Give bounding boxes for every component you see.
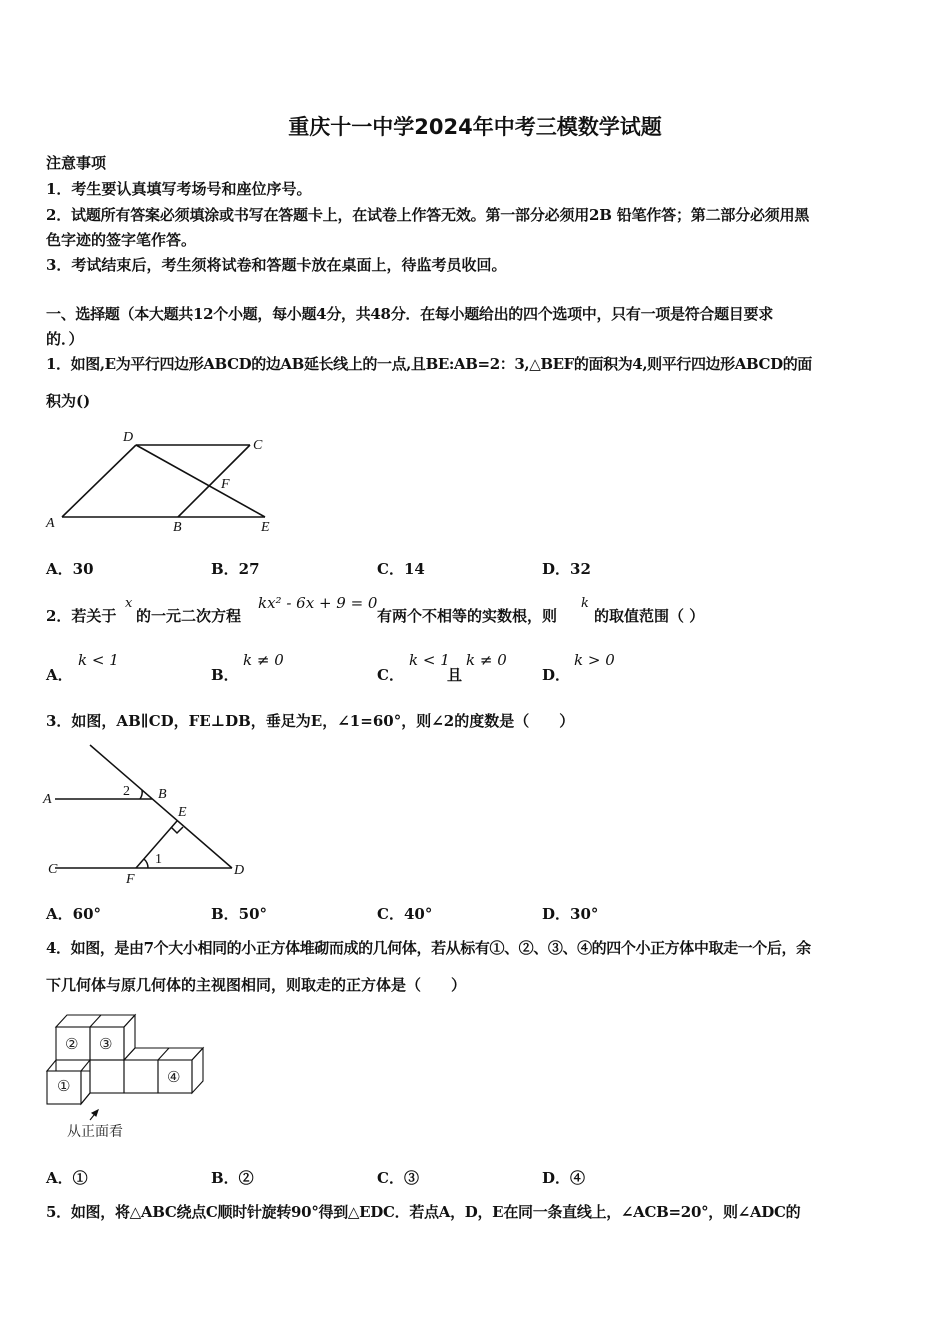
page-title: 重庆十一中学2024年中考三模数学试题 [288,115,662,139]
label-b: B [173,520,182,535]
label-f: F [126,872,135,887]
question-2-end: 的取值范围（ ） [594,607,705,625]
label-cube-3: ③ [99,1035,113,1053]
q2-option-d-letter: D． [542,666,571,684]
q3-option-b: B．50° [211,905,268,923]
question-3-text: 3．如图，AB∥CD，FE⊥DB，垂足为E，∠1=60°，则∠2的度数是（ ） [46,712,575,730]
top-face-cube-1 [47,1060,56,1071]
q2-option-d-math: k > 0 [574,651,615,669]
question-2-equation: kx² - 6x + 9 = 0 [258,594,378,612]
question-1-text: 1．如图,E为平行四边形ABCD的边AB延长线上的一点,且BE:AB=2：3,△BEF的面积为4,则平行四边形ABCD的面 [46,355,812,373]
section-heading-cont: 的．） [46,330,84,348]
label-d: D [234,863,245,878]
label-cube-1: ① [57,1077,71,1095]
question-2-prefix: 2．若关于 [46,607,117,625]
angle-2-arc [140,790,142,799]
question-1-text-cont: 积为() [46,392,91,410]
question-4-text-cont: 下几何体与原几何体的主视图相同，则取走的正方体是（ ） [46,976,467,994]
cube-1-right [81,1060,90,1104]
q4-option-c: C．③ [377,1169,419,1187]
question-4-text: 4．如图，是由7个大小相同的小正方体堆砌而成的几何体，若从标有①、②、③、④的四个小正方体中取走一个后，余 [46,939,811,957]
q2-option-b-letter: B． [211,666,239,684]
q2-option-a-math: k < 1 [78,651,119,669]
right-face-lower [192,1048,203,1093]
q1-option-b: B．27 [211,560,260,578]
q1-option-c: C．14 [377,560,425,578]
label-e: E [178,805,187,820]
q2-option-a-letter: A． [46,666,73,684]
bottom-cube-a [90,1060,124,1093]
q4-option-a: A．① [46,1169,88,1187]
section-heading: 一、选择题（本大题共12个小题，每小题4分，共48分．在每小题给出的四个选项中，只有一项是符合题目要求 [46,305,773,323]
q2-option-b-math: k ≠ 0 [243,651,284,669]
label-angle-2: 2 [123,784,130,799]
q2-option-c-math2: k ≠ 0 [466,651,507,669]
q2-option-c-conj: 且 [447,666,463,684]
question-3-figure [40,740,260,890]
q4-option-d: D．④ [542,1169,586,1187]
angle-1-arc [144,859,148,868]
label-c: C [253,438,263,453]
segment-de [136,445,265,517]
q2-option-c-letter: C． [377,666,404,684]
question-2-var-x: x [125,596,133,611]
q4-option-b: B．② [211,1169,254,1187]
segment-cb [178,445,250,517]
question-4-figure [40,1010,220,1145]
label-e: E [261,520,270,535]
notice-heading: 注意事项 [46,154,107,172]
notice-item: 2．试题所有答案必须填涂或书写在答题卡上，在试卷上作答无效。第一部分必须用2B 铅笔作答；第二部分必须用黑 [46,206,810,224]
question-2-mid: 的一元二次方程 [136,607,242,625]
question-2-suffix: 有两个不相等的实数根，则 [377,607,558,625]
label-d: D [123,430,134,445]
q3-option-a: A．60° [46,905,102,923]
question-5-text: 5．如图，将△ABC绕点C顺时针旋转90°得到△EDC．若点A，D，E在同一条直线上，∠ACB=20°，则∠ADC的 [46,1203,801,1221]
question-1-figure [40,425,290,540]
q2-option-c-math1: k < 1 [409,651,450,669]
line-db [90,745,232,868]
label-cube-2: ② [65,1035,79,1053]
label-view-from-front: 从正面看 [67,1124,123,1140]
q3-option-d: D．30° [542,905,599,923]
notice-item: 色字迹的签字笔作答。 [46,231,197,249]
notice-item: 3．考试结束后，考生须将试卷和答题卡放在桌面上，待监考员收回。 [46,256,507,274]
notice-item: 1．考生要认真填写考场号和座位序号。 [46,180,312,198]
label-c: C [48,862,58,877]
label-f: F [221,477,230,492]
label-b: B [158,787,167,802]
label-a: A [46,516,55,531]
right-angle-mark [171,827,183,833]
q1-option-a: A．30 [46,560,94,578]
q3-option-c: C．40° [377,905,433,923]
label-cube-4: ④ [167,1068,181,1086]
label-a: A [43,792,52,807]
bottom-cube-b [124,1060,158,1093]
label-angle-1: 1 [155,852,162,867]
question-2-var-k: k [581,596,589,611]
segment-ad [62,445,136,517]
q1-option-d: D．32 [542,560,591,578]
